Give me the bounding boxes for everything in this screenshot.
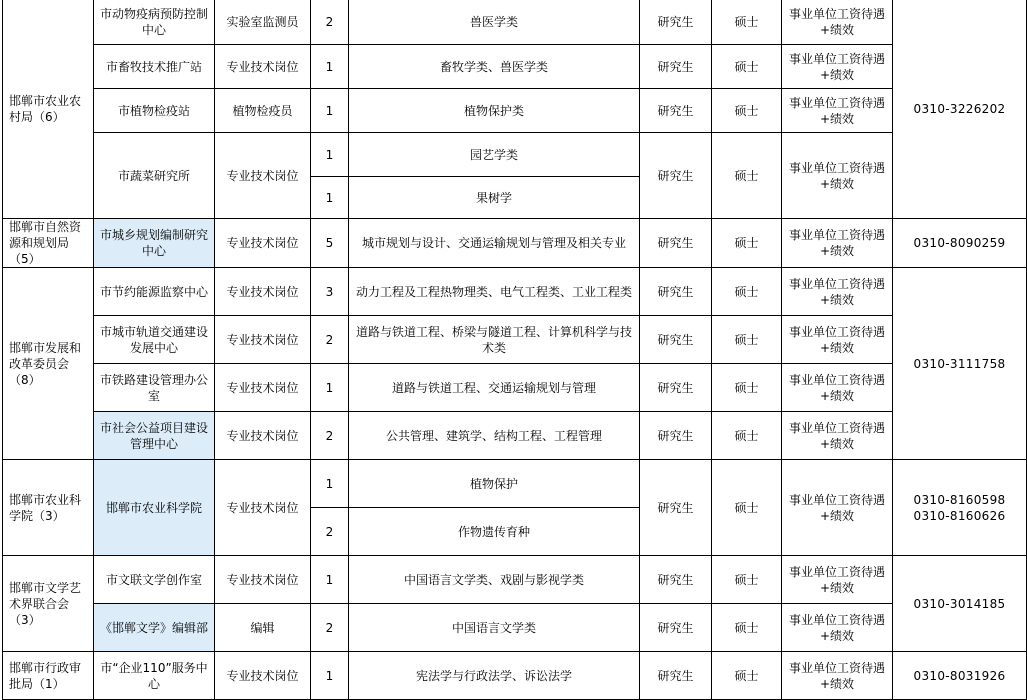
unit-name-cell: 市铁路建设管理办公室 (94, 364, 215, 412)
major-cell: 宪法学与行政法学、诉讼法学 (349, 652, 640, 700)
unit-name-cell: 市文联文学创作室 (94, 556, 215, 604)
major-cell: 植物保护 (349, 460, 640, 508)
table-row (3, 652, 1027, 700)
major-cell: 公共管理、建筑学、结构工程、工程管理 (349, 412, 640, 460)
count-cell: 1 (311, 45, 349, 89)
pay-cell: 事业单位工资待遇+绩效 (782, 412, 893, 460)
table-row (3, 412, 1027, 460)
unit-name-cell: 市城市轨道交通建设发展中心 (94, 316, 215, 364)
phone-number: 0310-3226202 (913, 101, 1006, 116)
table-row (3, 219, 1027, 268)
count-cell: 1 (311, 133, 349, 177)
post-cell: 专业技术岗位 (215, 45, 311, 89)
table-row (3, 133, 1027, 177)
degree-cell: 硕士 (712, 89, 782, 133)
degree-cell: 硕士 (712, 316, 782, 364)
post-cell: 专业技术岗位 (215, 133, 311, 219)
table-row (3, 364, 1027, 412)
phone-number: 0310-8090259 (913, 236, 1006, 250)
unit-name-cell: 市“企业110”服务中心 (94, 652, 215, 700)
count-cell: 2 (311, 508, 349, 556)
degree-cell: 硕士 (712, 412, 782, 460)
table-row (3, 316, 1027, 364)
count-cell: 2 (311, 316, 349, 364)
unit-name-cell: 市蔬菜研究所 (94, 133, 215, 219)
phone-number: 0310-3111758 (913, 356, 1006, 371)
post-cell: 实验室监测员 (215, 0, 311, 45)
major-cell: 城市规划与设计、交通运输规划与管理及相关专业 (349, 219, 640, 268)
phone-cell (893, 219, 1027, 268)
count-cell: 1 (311, 177, 349, 219)
phone-cell (893, 460, 1027, 556)
department-cell: 邯郸市发展和改革委员会（8） (3, 268, 94, 460)
count-cell: 2 (311, 412, 349, 460)
major-cell: 兽医学类 (349, 0, 640, 45)
degree-cell: 硕士 (712, 364, 782, 412)
table-row (3, 89, 1027, 133)
post-cell: 专业技术岗位 (215, 412, 311, 460)
table-body (3, 0, 1027, 700)
pay-cell: 事业单位工资待遇+绩效 (782, 460, 893, 556)
post-cell: 专业技术岗位 (215, 219, 311, 268)
post-cell: 专业技术岗位 (215, 316, 311, 364)
education-cell: 研究生 (640, 556, 712, 604)
unit-name-cell: 市动物疫病预防控制中心 (94, 0, 215, 45)
count-cell: 5 (311, 219, 349, 268)
major-cell: 作物遗传育种 (349, 508, 640, 556)
pay-cell: 事业单位工资待遇+绩效 (782, 219, 893, 268)
education-cell: 研究生 (640, 316, 712, 364)
table-row (3, 45, 1027, 89)
major-cell: 中国语言文学类 (349, 604, 640, 652)
education-cell: 研究生 (640, 460, 712, 556)
unit-name-cell: 市植物检疫站 (94, 89, 215, 133)
pay-cell: 事业单位工资待遇+绩效 (782, 556, 893, 604)
phone-cell (893, 556, 1027, 652)
education-cell: 研究生 (640, 133, 712, 219)
count-cell: 1 (311, 652, 349, 700)
count-cell: 3 (311, 268, 349, 316)
degree-cell: 硕士 (712, 219, 782, 268)
degree-cell: 硕士 (712, 45, 782, 89)
post-cell: 专业技术岗位 (215, 364, 311, 412)
count-cell: 1 (311, 556, 349, 604)
post-cell: 专业技术岗位 (215, 268, 311, 316)
department-cell: 邯郸市自然资源和规划局（5） (3, 219, 94, 268)
education-cell: 研究生 (640, 364, 712, 412)
pay-cell: 事业单位工资待遇+绩效 (782, 364, 893, 412)
major-cell: 园艺学类 (349, 133, 640, 177)
department-cell: 邯郸市农业农村局（6） (3, 0, 94, 219)
pay-cell: 事业单位工资待遇+绩效 (782, 89, 893, 133)
unit-name-cell: 《邯郸文学》编辑部 (94, 604, 215, 652)
phone-number: 0310-8031926 (913, 668, 1006, 683)
degree-cell: 硕士 (712, 0, 782, 45)
table-row (3, 556, 1027, 604)
post-cell: 专业技术岗位 (215, 556, 311, 604)
education-cell: 研究生 (640, 268, 712, 316)
post-cell: 专业技术岗位 (215, 652, 311, 700)
major-cell: 中国语言文学类、戏剧与影视学类 (349, 556, 640, 604)
count-cell: 1 (311, 460, 349, 508)
degree-cell: 硕士 (712, 268, 782, 316)
phone-cell (893, 268, 1027, 460)
education-cell: 研究生 (640, 652, 712, 700)
department-cell: 邯郸市文学艺术界联合会（3） (3, 556, 94, 652)
department-cell: 邯郸市农业科学院（3） (3, 460, 94, 556)
education-cell: 研究生 (640, 604, 712, 652)
post-cell: 编辑 (215, 604, 311, 652)
pay-cell: 事业单位工资待遇+绩效 (782, 316, 893, 364)
table-row (3, 268, 1027, 316)
major-cell: 道路与铁道工程、交通运输规划与管理 (349, 364, 640, 412)
major-cell: 道路与铁道工程、桥梁与隧道工程、计算机科学与技术类 (349, 316, 640, 364)
count-cell: 1 (311, 364, 349, 412)
pay-cell: 事业单位工资待遇+绩效 (782, 604, 893, 652)
education-cell: 研究生 (640, 45, 712, 89)
table-row (3, 460, 1027, 508)
table-row (3, 0, 1027, 45)
post-cell: 植物检疫员 (215, 89, 311, 133)
department-cell: 邯郸市行政审批局（1） (3, 652, 94, 700)
phone-number: 0310-8160626 (913, 508, 1006, 523)
degree-cell: 硕士 (712, 604, 782, 652)
unit-name-cell: 市畜牧技术推广站 (94, 45, 215, 89)
major-cell: 果树学 (349, 177, 640, 219)
phone-cell (893, 652, 1027, 700)
unit-name-cell: 邯郸市农业科学院 (94, 460, 215, 556)
pay-cell: 事业单位工资待遇+绩效 (782, 652, 893, 700)
degree-cell: 硕士 (712, 133, 782, 219)
post-cell: 专业技术岗位 (215, 460, 311, 556)
phone-number: 0310-8160598 (913, 492, 1006, 507)
education-cell: 研究生 (640, 219, 712, 268)
phone-cell (893, 0, 1027, 219)
major-cell: 植物保护类 (349, 89, 640, 133)
degree-cell: 硕士 (712, 460, 782, 556)
phone-number: 0310-3014185 (913, 596, 1006, 611)
unit-name-cell: 市社会公益项目建设管理中心 (94, 412, 215, 460)
education-cell: 研究生 (640, 89, 712, 133)
pay-cell: 事业单位工资待遇+绩效 (782, 133, 893, 219)
count-cell: 2 (311, 0, 349, 45)
pay-cell: 事业单位工资待遇+绩效 (782, 45, 893, 89)
table-row (3, 604, 1027, 652)
degree-cell: 硕士 (712, 652, 782, 700)
degree-cell: 硕士 (712, 556, 782, 604)
major-cell: 动力工程及工程热物理类、电气工程类、工业工程类 (349, 268, 640, 316)
count-cell: 2 (311, 604, 349, 652)
unit-name-cell: 市城乡规划编制研究中心 (94, 219, 215, 268)
count-cell: 1 (311, 89, 349, 133)
recruitment-table (2, 0, 1027, 700)
education-cell: 研究生 (640, 412, 712, 460)
pay-cell: 事业单位工资待遇+绩效 (782, 0, 893, 45)
pay-cell: 事业单位工资待遇+绩效 (782, 268, 893, 316)
education-cell: 研究生 (640, 0, 712, 45)
unit-name-cell: 市节约能源监察中心 (94, 268, 215, 316)
major-cell: 畜牧学类、兽医学类 (349, 45, 640, 89)
